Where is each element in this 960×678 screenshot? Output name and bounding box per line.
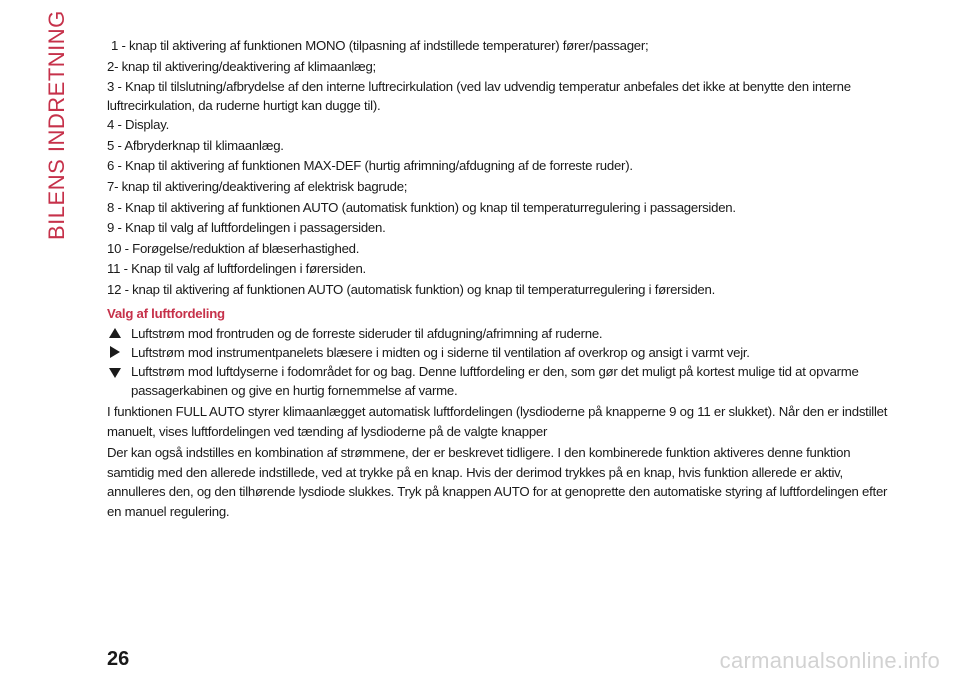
list-item: 11 - Knap til valg af luftfordelingen i førersiden. [107, 261, 366, 277]
bullet-item [107, 324, 899, 343]
bullet-item [107, 343, 899, 362]
page-number: 26 [107, 648, 130, 670]
section-side-title: BILENS INDRETNING [44, 10, 69, 240]
list-item: 7- knap til aktivering/deaktivering af elektrisk bagrude; [107, 178, 408, 194]
bullet-text: Luftstrøm mod instrumentpanelets blæsere i midten og i siderne til ventilation af overkrop og ansigt i varmt vejr. [131, 345, 750, 361]
list-item: 3 - Knap til tilslutning/afbrydelse af den interne luftrecirkulation (ved lav udvendig temperatur anbefales det ikke at benytte den interne luftrecirkulation, da ruderne hurtigt kan dugge til). [107, 79, 851, 114]
body-paragraph: Der kan også indstilles en kombination af strømmene, der er beskrevet tidligere. I den kombinerede funktion aktiveres denne funktion samtidig med den allerede indstillede, ved at trykke på en knap. Hvis der derimod trykkes på en knap, hvis funktion allerede er aktiv, annulleres den, og den tilhørende lysdiode slukkes. Tryk på knappen AUTO for at genoprette den automatiske styring af luftfordelingen efter en manuel regulering. [107, 445, 888, 519]
arrow-up-icon [109, 328, 121, 338]
watermark-text: carmanualsonline.info [719, 648, 940, 673]
list-item: 10 - Forøgelse/reduktion af blæserhastighed. [107, 240, 360, 256]
list-item: 1 - knap til aktivering af funktionen MONO (tilpasning af indstillede temperaturer) fører/passager; [111, 38, 649, 53]
document-body [107, 36, 899, 521]
list-item: 8 - Knap til aktivering af funktionen AUTO (automatisk funktion) og knap til temperaturregulering i passagersiden. [107, 199, 736, 215]
bullet-item [107, 362, 899, 400]
list-item: 5 - Afbryderknap til klimaanlæg. [107, 137, 284, 153]
bullet-text: Luftstrøm mod luftdyserne i fodområdet for og bag. Denne luftfordeling er den, som gør det muligt på kortest mulige tid at opvarme passagerkabinen og give en hurtig fornemmelse af varme. [131, 364, 859, 399]
list-item: 4 - Display. [107, 117, 169, 133]
body-paragraph: I funktionen FULL AUTO styrer klimaanlægget automatisk luftfordelingen (lysdioderne på knapperne 9 og 11 er slukket). Når den er indstillet manuelt, vises luftfordelingen ved tænding af lysdioderne på de valgte knapper [107, 404, 888, 439]
bullet-text: Luftstrøm mod frontruden og de forreste sideruder til afdugning/afrimning af ruderne. [131, 326, 603, 342]
list-item: 2- knap til aktivering/deaktivering af klimaanlæg; [107, 58, 376, 74]
list-item: 12 - knap til aktivering af funktionen AUTO (automatisk funktion) og knap til temperaturregulering i førersiden. [107, 281, 715, 297]
arrow-right-icon [110, 346, 120, 358]
list-item: 6 - Knap til aktivering af funktionen MAX-DEF (hurtig afrimning/afdugning af de forreste ruder). [107, 158, 633, 174]
section-heading: Valg af luftfordeling [107, 305, 225, 321]
list-item: 9 - Knap til valg af luftfordelingen i passagersiden. [107, 220, 386, 236]
arrow-down-icon [109, 368, 121, 378]
